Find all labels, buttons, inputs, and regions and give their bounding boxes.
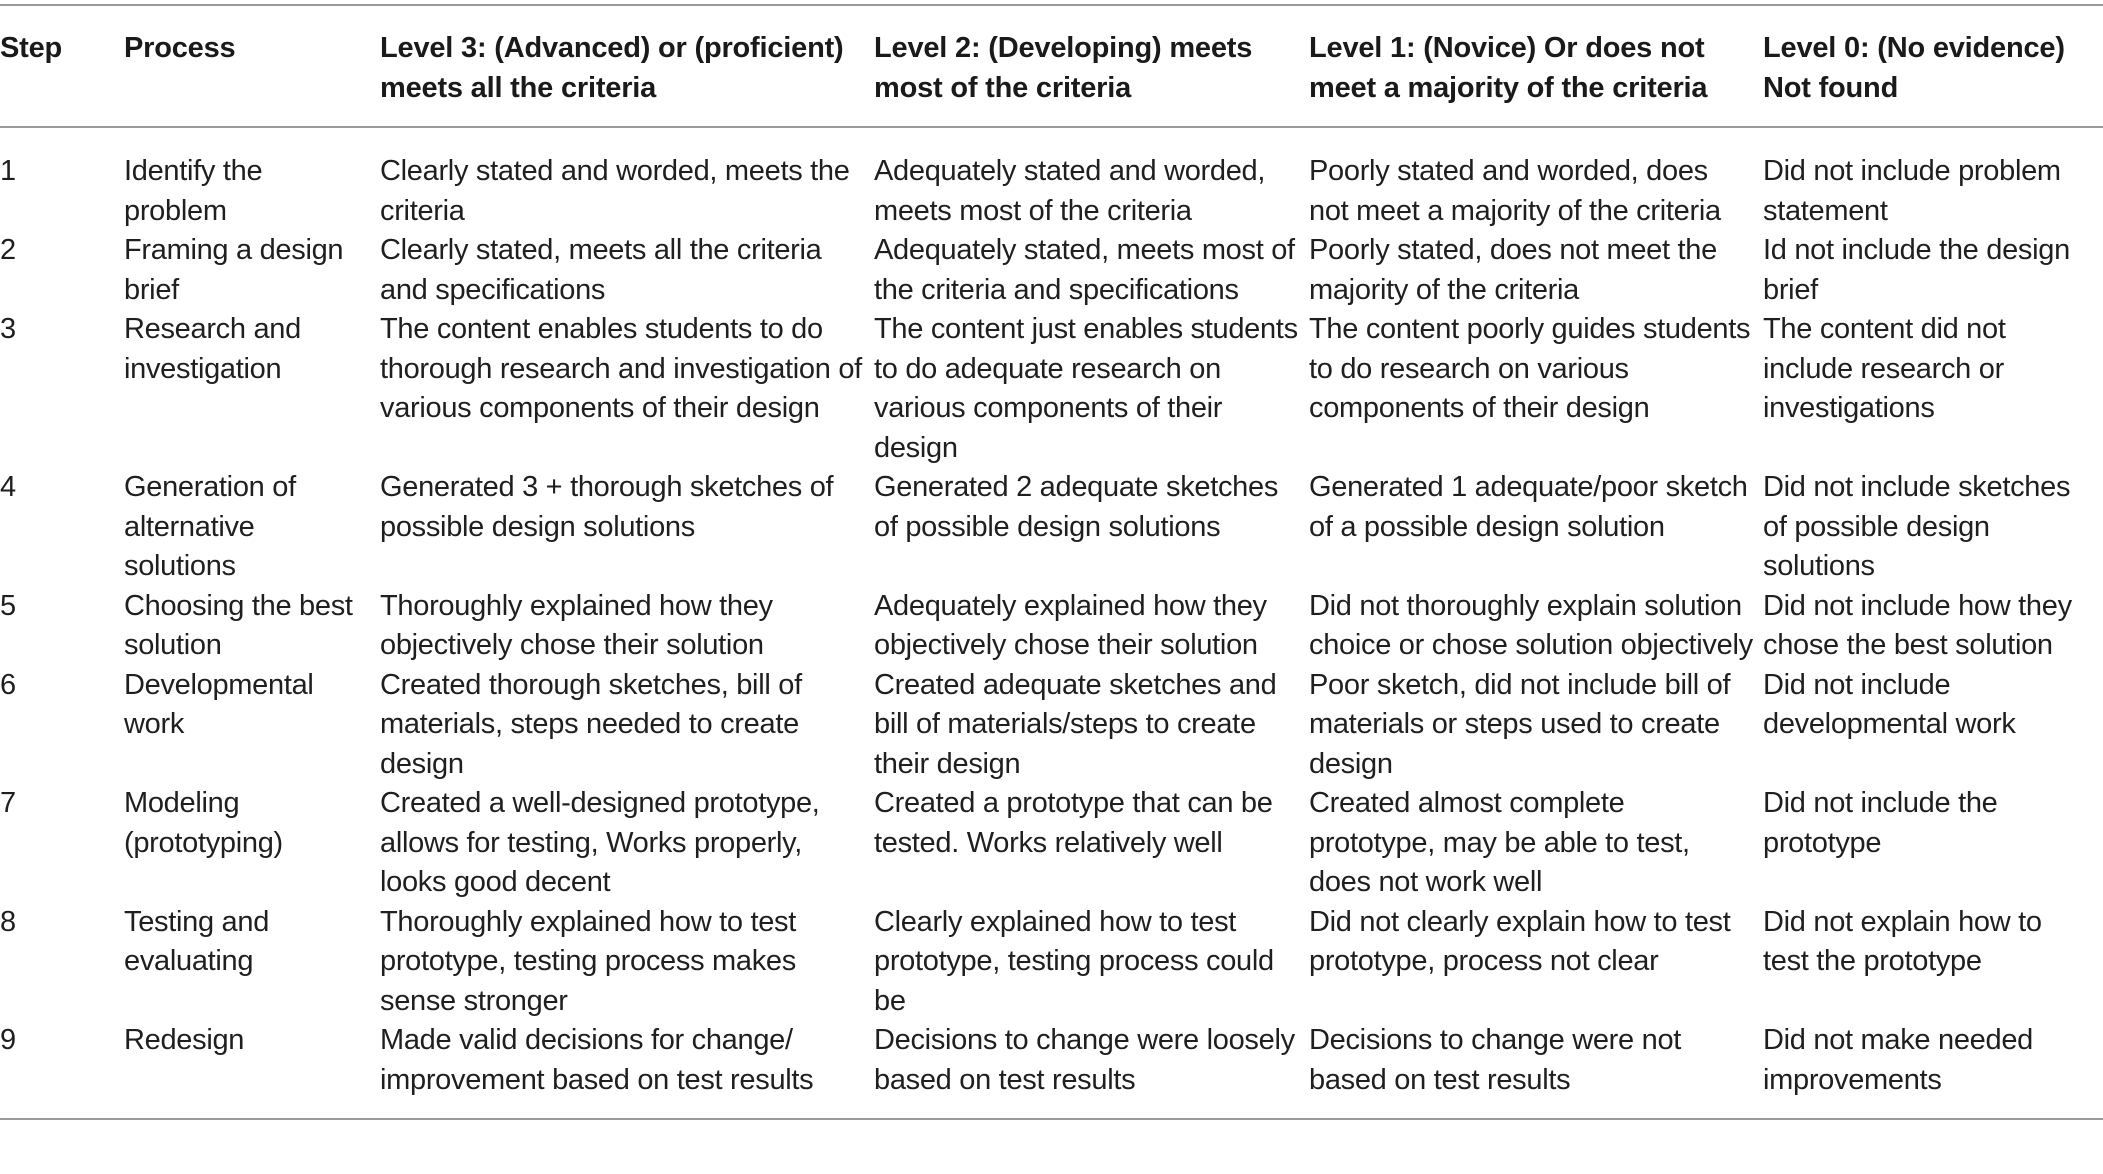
- cell-level-3: Created a well-designed prototype, allows for testing, Works properly, looks good decent: [380, 787, 820, 898]
- cell-level-2: Adequately stated and worded, meets most of the criteria: [874, 155, 1266, 227]
- cell-step: 3: [0, 313, 16, 345]
- cell-level-2: Clearly explained how to test prototype, testing process could be: [874, 905, 1274, 1017]
- cell-level-0: Did not include problem statement: [1763, 155, 2061, 227]
- table-row: [0, 666, 2103, 785]
- cell-level-1: Generated 1 adequate/poor sketch of a possible design solution: [1309, 471, 1748, 543]
- header-step: Step: [0, 32, 63, 64]
- cell-level-1: Did not thoroughly explain solution choice or chose solution objectively: [1309, 589, 1753, 661]
- cell-level-3: The content enables students to do thorough research and investigation of various components of their design: [380, 313, 862, 424]
- cell-level-2: The content just enables students to do adequate research on various components of their design: [874, 313, 1298, 464]
- cell-step: 5: [0, 589, 16, 622]
- table-row: [0, 903, 2103, 1022]
- header-process: Process: [124, 32, 236, 64]
- cell-level-0: Did not include how they chose the best solution: [1763, 589, 2072, 661]
- cell-level-3: Clearly stated, meets all the criteria and specifications: [380, 234, 822, 306]
- cell-step: 6: [0, 668, 16, 701]
- cell-level-2: Adequately stated, meets most of the criteria and specifications: [874, 234, 1295, 306]
- cell-level-0: Did not explain how to test the prototype: [1763, 905, 2042, 977]
- cell-level-1: Decisions to change were not based on test results: [1309, 1024, 1682, 1096]
- cell-step: 1: [0, 155, 16, 187]
- cell-level-3: Generated 3 + thorough sketches of possible design solutions: [380, 471, 834, 543]
- cell-level-3: Made valid decisions for change/ improvement based on test results: [380, 1024, 814, 1096]
- cell-step: 9: [0, 1024, 16, 1056]
- cell-level-2: Adequately explained how they objectively chose their solution: [874, 589, 1267, 661]
- header-level-1: Level 1: (Novice) Or does not meet a majority of the criteria: [1309, 32, 1708, 104]
- cell-level-1: Did not clearly explain how to test prototype, process not clear: [1309, 905, 1731, 977]
- table-row: [0, 127, 2103, 231]
- cell-process: Generation of alternative solutions: [124, 471, 296, 582]
- cell-step: 4: [0, 471, 16, 503]
- cell-level-2: Generated 2 adequate sketches of possible design solutions: [874, 471, 1279, 543]
- header-row: [0, 5, 2103, 127]
- cell-level-0: Id not include the design brief: [1763, 234, 2070, 306]
- table-row: [0, 310, 2103, 468]
- cell-process: Redesign: [124, 1024, 245, 1056]
- cell-level-3: Created thorough sketches, bill of materials, steps needed to create design: [380, 668, 802, 780]
- cell-level-0: Did not make needed improvements: [1763, 1024, 2033, 1096]
- cell-process: Research and investigation: [124, 313, 301, 385]
- rubric-table: [0, 4, 2103, 1120]
- cell-level-0: Did not include sketches of possible design solutions: [1763, 471, 2071, 582]
- header-level-0: Level 0: (No evidence) Not found: [1763, 32, 2065, 104]
- cell-level-3: Clearly stated and worded, meets the criteria: [380, 155, 850, 227]
- cell-level-2: Created a prototype that can be tested. Works relatively well: [874, 787, 1273, 859]
- header-level-3: Level 3: (Advanced) or (proficient) meets all the criteria: [380, 32, 844, 104]
- cell-level-0: Did not include developmental work: [1763, 668, 2016, 740]
- cell-process: Framing a design brief: [124, 234, 344, 306]
- header-level-2: Level 2: (Developing) meets most of the criteria: [874, 32, 1253, 104]
- table-row: [0, 587, 2103, 666]
- cell-level-0: The content did not include research or investigations: [1763, 313, 2006, 424]
- cell-level-1: Poorly stated and worded, does not meet a majority of the criteria: [1309, 155, 1721, 227]
- table-row: [0, 784, 2103, 903]
- cell-step: 7: [0, 787, 16, 819]
- table-header: [0, 5, 2103, 127]
- cell-level-2: Created adequate sketches and bill of materials/steps to create their design: [874, 668, 1277, 780]
- rubric-table-container: [0, 4, 2103, 1120]
- cell-process: Identify the problem: [124, 155, 263, 227]
- cell-step: 8: [0, 905, 16, 938]
- table-row: [0, 1021, 2103, 1119]
- cell-level-1: Poorly stated, does not meet the majority of the criteria: [1309, 234, 1717, 306]
- cell-level-2: Decisions to change were loosely based on test results: [874, 1024, 1295, 1096]
- cell-process: Modeling (prototyping): [124, 787, 283, 859]
- cell-step: 2: [0, 234, 16, 266]
- cell-level-1: Poor sketch, did not include bill of materials or steps used to create design: [1309, 668, 1731, 780]
- cell-process: Developmental work: [124, 668, 314, 740]
- cell-process: Testing and evaluating: [124, 905, 270, 977]
- cell-level-1: Created almost complete prototype, may be able to test, does not work well: [1309, 787, 1690, 898]
- table-row: [0, 468, 2103, 587]
- cell-level-1: The content poorly guides students to do research on various components of their design: [1309, 313, 1751, 424]
- table-body: [0, 127, 2103, 1119]
- table-row: [0, 231, 2103, 310]
- cell-process: Choosing the best solution: [124, 589, 353, 661]
- cell-level-3: Thoroughly explained how to test prototype, testing process makes sense stronger: [380, 905, 796, 1017]
- cell-level-3: Thoroughly explained how they objectively chose their solution: [380, 589, 773, 661]
- cell-level-0: Did not include the prototype: [1763, 787, 1998, 859]
